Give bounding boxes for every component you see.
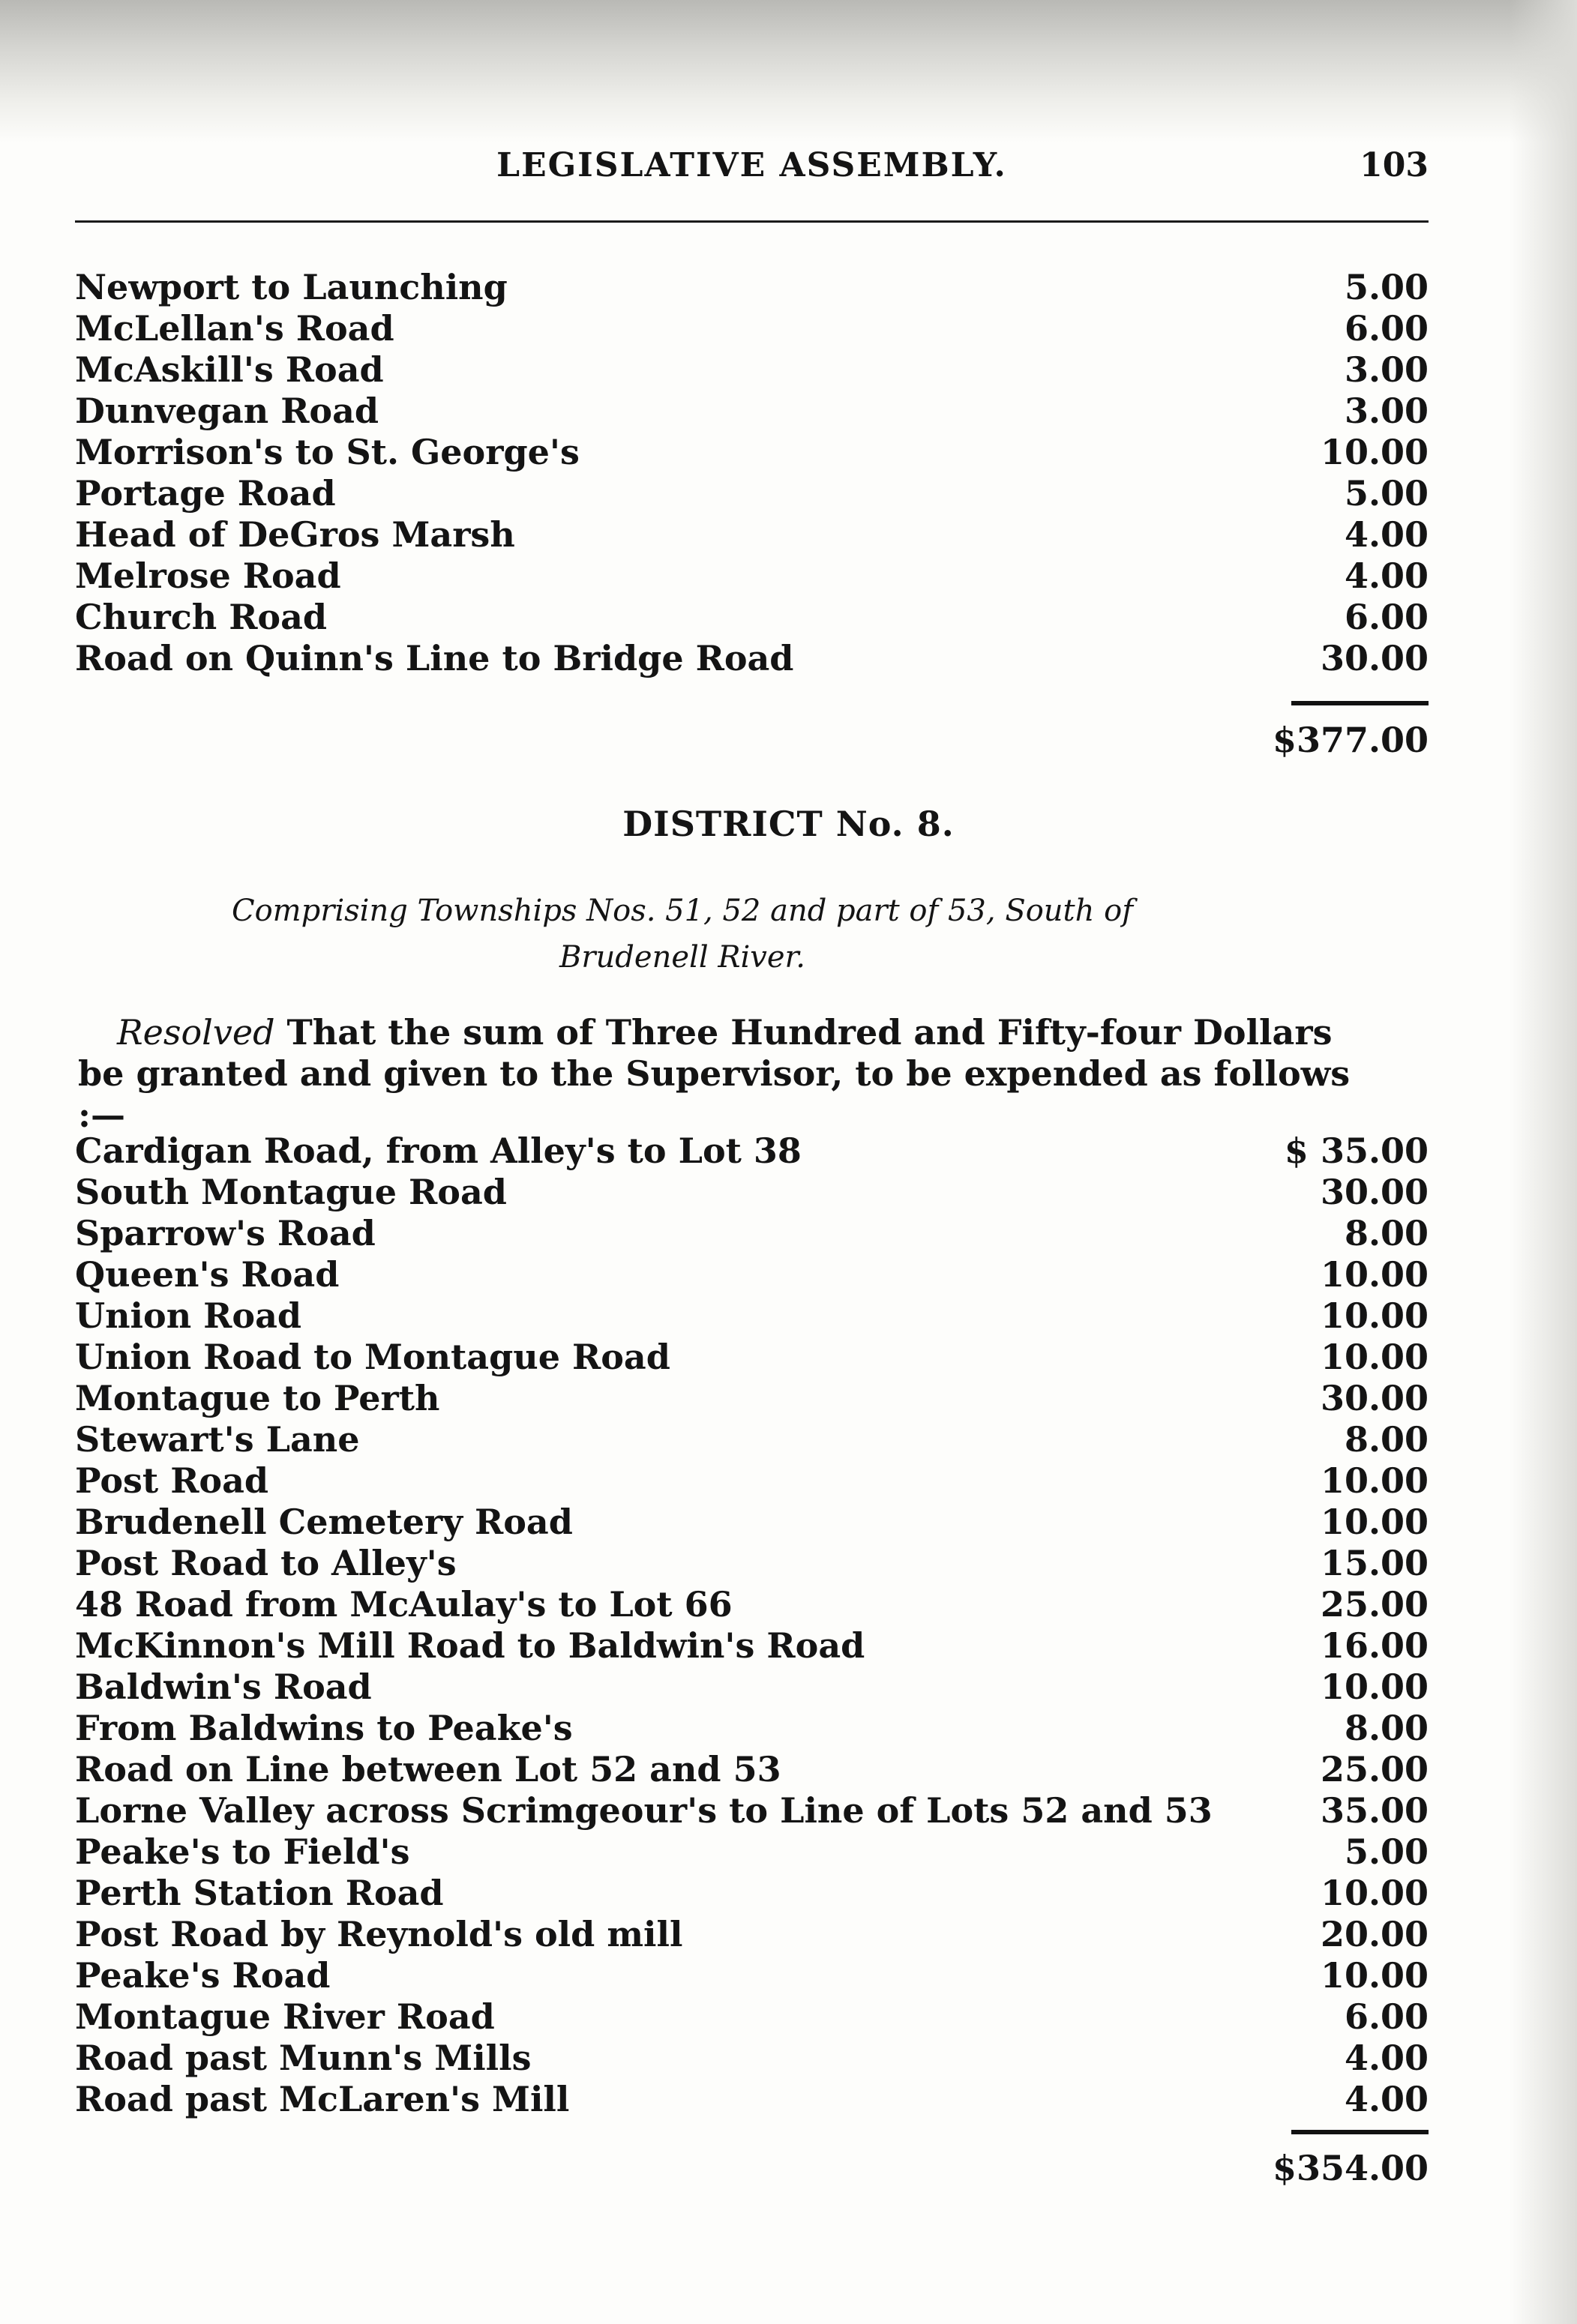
item-amount: 10.00: [1320, 1955, 1429, 1996]
item-label: Peake's to Field's: [75, 1831, 410, 1872]
list-item: [75, 432, 1429, 473]
item-amount: 10.00: [1320, 1460, 1429, 1501]
page-title: LEGISLATIVE ASSEMBLY.: [496, 146, 1007, 184]
list-item: [75, 1790, 1429, 1831]
item-label: Dunvegan Road: [75, 391, 379, 431]
list-item: [75, 1131, 1429, 1172]
resolution-keyword: Resolved: [117, 1012, 275, 1053]
page-header: [75, 146, 1429, 191]
section-total: $377.00: [1272, 720, 1429, 760]
list-item: [75, 1337, 1429, 1378]
district-total: $354.00: [1272, 2148, 1429, 2188]
list-item: [75, 391, 1429, 432]
item-amount: 35.00: [1320, 1790, 1429, 1831]
list-item: [75, 1996, 1429, 2038]
item-label: Road past Munn's Mills: [75, 2038, 532, 2078]
district-title: DISTRICT No. 8.: [622, 804, 955, 844]
list-item: [75, 308, 1429, 349]
item-label: Union Road: [75, 1295, 302, 1336]
item-amount: 5.00: [1344, 1831, 1429, 1872]
item-label: Melrose Road: [75, 556, 341, 596]
total-rule: [1291, 701, 1429, 705]
item-amount: 6.00: [1344, 1996, 1429, 2037]
list-item: [75, 349, 1429, 391]
page-number: 103: [1360, 146, 1429, 184]
item-amount: 8.00: [1344, 1213, 1429, 1253]
list-item: [75, 1543, 1429, 1584]
continued-items-list: [75, 267, 1429, 679]
list-item: [75, 597, 1429, 638]
item-label: Sparrow's Road: [75, 1213, 376, 1253]
list-item: [75, 473, 1429, 514]
item-amount: 4.00: [1344, 514, 1429, 555]
item-label: Road on Quinn's Line to Bridge Road: [75, 638, 794, 678]
district-items-list: [75, 1131, 1429, 2120]
item-label: From Baldwins to Peake's: [75, 1708, 573, 1748]
scan-shading-right: [1510, 0, 1577, 2324]
item-amount: 10.00: [1320, 1667, 1429, 1707]
item-amount: 5.00: [1344, 473, 1429, 514]
list-item: [75, 1460, 1429, 1502]
item-label: South Montague Road: [75, 1172, 507, 1212]
item-amount: 4.00: [1344, 556, 1429, 596]
list-item: [75, 1419, 1429, 1460]
item-amount: 10.00: [1320, 1337, 1429, 1377]
total-rule: [1291, 2130, 1429, 2134]
item-label: McLellan's Road: [75, 308, 394, 349]
item-amount: 6.00: [1344, 308, 1429, 349]
list-item: [75, 1213, 1429, 1254]
item-amount: $ 35.00: [1284, 1131, 1429, 1171]
item-amount: 10.00: [1320, 1502, 1429, 1542]
item-amount: 4.00: [1344, 2038, 1429, 2078]
item-amount: 25.00: [1320, 1584, 1429, 1625]
district-description: Comprising Townships Nos. 51, 52 and part of 53, South of Brudenell River.: [231, 894, 1133, 975]
item-label: Road on Line between Lot 52 and 53: [75, 1749, 781, 1789]
item-amount: 15.00: [1320, 1543, 1429, 1583]
list-item: [75, 1873, 1429, 1914]
list-item: [75, 2079, 1429, 2120]
item-amount: 8.00: [1344, 1419, 1429, 1460]
list-item: [75, 1172, 1429, 1213]
item-label: Portage Road: [75, 473, 336, 514]
list-item: [75, 1955, 1429, 1996]
scan-shading-top: [0, 0, 1577, 142]
list-item: [75, 1502, 1429, 1543]
list-item: [75, 1378, 1429, 1419]
item-label: McAskill's Road: [75, 349, 384, 390]
item-label: Church Road: [75, 597, 328, 637]
list-item: [75, 1625, 1429, 1667]
item-amount: 16.00: [1320, 1625, 1429, 1666]
item-label: Post Road: [75, 1460, 269, 1501]
list-item: [75, 556, 1429, 597]
item-label: Morrison's to St. George's: [75, 432, 580, 472]
item-label: Road past McLaren's Mill: [75, 2079, 570, 2119]
item-amount: 10.00: [1320, 432, 1429, 472]
list-item: [75, 2038, 1429, 2079]
list-item: [75, 1254, 1429, 1295]
resolution-body: That the sum of Three Hundred and Fifty-four Dollars be granted and given to the Supervisor, to be expended as follows :—: [78, 1012, 1351, 1135]
item-label: Union Road to Montague Road: [75, 1337, 670, 1377]
list-item: [75, 1831, 1429, 1873]
item-amount: 30.00: [1320, 638, 1429, 678]
item-amount: 10.00: [1320, 1254, 1429, 1295]
list-item: [75, 1295, 1429, 1337]
item-label: 48 Road from McAulay's to Lot 66: [75, 1584, 733, 1625]
item-amount: 10.00: [1320, 1873, 1429, 1913]
item-amount: 3.00: [1344, 349, 1429, 390]
list-item: [75, 638, 1429, 679]
item-label: Cardigan Road, from Alley's to Lot 38: [75, 1131, 802, 1171]
item-label: Lorne Valley across Scrimgeour's to Line of Lots 52 and 53: [75, 1790, 1213, 1831]
item-amount: 30.00: [1320, 1172, 1429, 1212]
item-amount: 3.00: [1344, 391, 1429, 431]
list-item: [75, 1708, 1429, 1749]
item-label: Head of DeGros Marsh: [75, 514, 515, 555]
item-amount: 25.00: [1320, 1749, 1429, 1789]
header-rule: [75, 220, 1429, 223]
list-item: [75, 267, 1429, 308]
item-amount: 4.00: [1344, 2079, 1429, 2119]
list-item: [75, 1584, 1429, 1625]
list-item: [75, 1914, 1429, 1955]
list-item: [75, 514, 1429, 556]
item-amount: 20.00: [1320, 1914, 1429, 1954]
item-label: Baldwin's Road: [75, 1667, 372, 1707]
item-label: Brudenell Cemetery Road: [75, 1502, 573, 1542]
item-label: Montague to Perth: [75, 1378, 440, 1418]
item-label: Peake's Road: [75, 1955, 331, 1996]
item-amount: 10.00: [1320, 1295, 1429, 1336]
item-amount: 6.00: [1344, 597, 1429, 637]
item-label: Newport to Launching: [75, 267, 508, 307]
item-amount: 8.00: [1344, 1708, 1429, 1748]
item-label: Perth Station Road: [75, 1873, 444, 1913]
item-label: McKinnon's Mill Road to Baldwin's Road: [75, 1625, 865, 1666]
item-amount: 30.00: [1320, 1378, 1429, 1418]
resolution-text: [78, 1012, 1353, 1136]
list-item: [75, 1749, 1429, 1790]
item-label: Queen's Road: [75, 1254, 340, 1295]
item-label: Post Road to Alley's: [75, 1543, 457, 1583]
item-label: Montague River Road: [75, 1996, 495, 2037]
item-label: Post Road by Reynold's old mill: [75, 1914, 683, 1954]
item-amount: 5.00: [1344, 267, 1429, 307]
item-label: Stewart's Lane: [75, 1419, 360, 1460]
list-item: [75, 1667, 1429, 1708]
